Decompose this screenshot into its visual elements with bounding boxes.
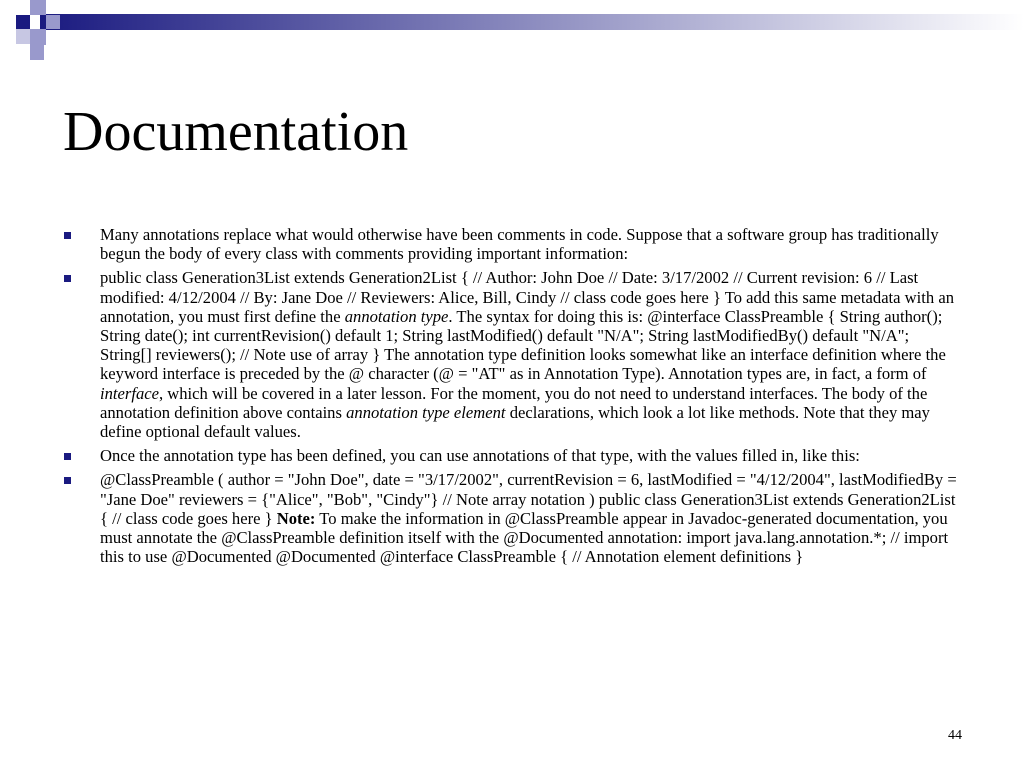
text-run: @ClassPreamble ( author = "John Doe", date = "3/17/2002", currentRevision = 6, lastModified = "4/12/2004", lastModifiedBy = "Jane Doe" reviewers = {"Alice", "Bob", "Cindy"} // Note array notation ) public class Generation3List extends Generation2List { // class code goes here } — [100, 470, 957, 528]
text-run: To make the information in @ClassPreamble appear in Javadoc-generated documentation, you must annotate the @ClassPreamble definition itself with the @Documented annotation: import java.lang.annotation.*; // import this to use @Documented @Documented @interface ClassPreamble { // Annotation element definitions } — [100, 508, 949, 567]
deco-square-light-2 — [46, 15, 60, 29]
bullet-text — [100, 446, 860, 465]
bullet-item — [64, 470, 964, 566]
bullet-item — [64, 446, 964, 465]
square-bullet-icon — [64, 275, 71, 282]
square-bullet-icon — [64, 477, 71, 484]
text-run: Once the annotation type has been defined, you can use annotations of that type, with the values filled in, like this: — [100, 446, 860, 466]
italic-run: interface — [100, 383, 159, 403]
bullet-list — [64, 225, 964, 571]
bullet-item — [64, 225, 964, 263]
text-run: . The syntax for doing this is: @interface ClassPreamble { String author(); String date(); int currentRevision() default 1; String lastModified() default "N/A"; String lastModifiedBy() default "N/A"; String[] reviewers(); // Note use of array } The annotation type definition looks somewhat like an interface definition where the keyword interface is preceded by the @ character (@ = "AT" as in Annotation Type). Annotation types are, in fact, a form of — [100, 306, 946, 384]
bullet-text — [100, 470, 957, 566]
slide-number: 44 — [948, 728, 962, 743]
square-bullet-icon — [64, 453, 71, 460]
bullet-item — [64, 268, 964, 441]
header-decoration — [0, 0, 1024, 64]
text-run: declarations, which look a lot like methods. Note that they may define optional default values. — [100, 402, 930, 442]
deco-square-light-1 — [30, 0, 46, 15]
bullet-text — [100, 225, 939, 263]
deco-square-dark-1 — [16, 15, 30, 29]
italic-run: annotation type — [344, 306, 449, 326]
slide-title: Documentation — [63, 101, 409, 163]
text-run: Many annotations replace what would otherwise have been comments in code. Suppose that a software group has traditionally begun the body of every class with comments providing important information: — [100, 225, 939, 264]
square-bullet-icon — [64, 232, 71, 239]
deco-square-light-4 — [16, 29, 30, 44]
italic-run: annotation type element — [346, 402, 506, 422]
text-run: , which will be covered in a later lesson. For the moment, you do not need to understand interfaces. The body of the annotation definition above contains — [100, 383, 928, 422]
bold-run: Note: — [276, 508, 316, 528]
deco-square-light-3 — [30, 29, 46, 45]
text-run: public class Generation3List extends Generation2List { // Author: John Doe // Date: 3/17/2002 // Current revision: 6 // Last modified: 4/12/2004 // By: Jane Doe // Reviewers: Alice, Bill, Cindy // class code goes here } To add this same metadata with an annotation, you must first define the — [100, 268, 954, 326]
deco-square-light-5 — [30, 45, 44, 60]
bullet-text — [100, 268, 954, 441]
header-gradient-band — [40, 14, 1024, 30]
